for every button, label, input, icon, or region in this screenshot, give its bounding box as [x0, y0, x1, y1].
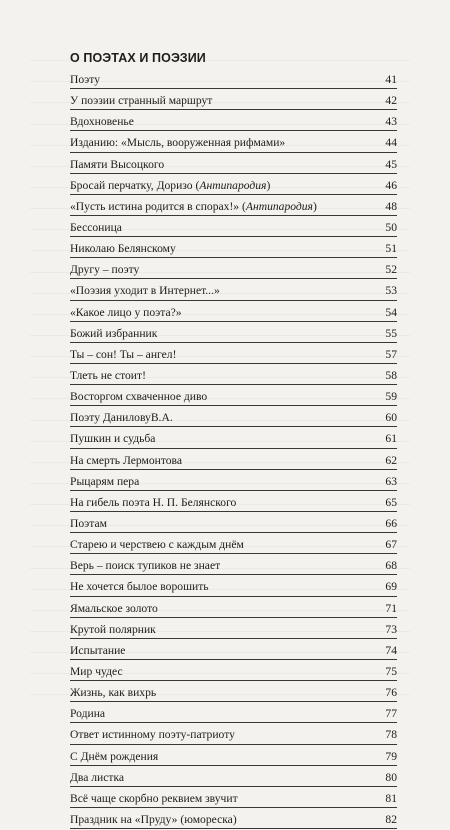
toc-entry-title-text: С Днём рождения [70, 749, 159, 763]
toc-entry-page-number: 81 [385, 791, 397, 805]
toc-entry-page-number: 76 [385, 686, 397, 700]
toc-entry-title-text: На гибель поэта Н. П. Белянского [70, 495, 237, 509]
toc-entry-page-number: 44 [385, 136, 397, 150]
toc-entry-title [70, 302, 182, 323]
toc-entry-title [70, 576, 209, 597]
toc-entry-title-text: Старею и черствею с каждым днём [70, 538, 244, 552]
toc-entry-title-text: Изданию: «Мысль, вооруженная рифмами» [70, 136, 286, 150]
toc-entry-title [70, 196, 317, 217]
toc-entry [70, 216, 397, 237]
toc-entry [70, 491, 397, 512]
toc-entry-title [70, 746, 158, 767]
toc-entry-title [70, 534, 244, 555]
toc-entry [70, 406, 397, 427]
toc-entry-page-number: 77 [385, 707, 397, 721]
toc-entry-title-text: Два листка [70, 770, 125, 784]
toc-entry-page-number: 69 [385, 580, 397, 594]
toc-entry-title-text: Поэтам [70, 516, 107, 530]
table-of-contents [70, 68, 397, 829]
toc-entry-title-text: Праздник на «Пруду» (юмореска) [70, 812, 237, 826]
toc-entry-title [70, 90, 212, 111]
toc-entry [70, 385, 397, 406]
toc-entry [70, 427, 397, 448]
toc-entry-title-text: Испытание [70, 643, 126, 657]
toc-entry-title-text: «Какое лицо у поэта?» [70, 305, 182, 319]
toc-entry-title [70, 492, 236, 513]
toc-entry-page-number: 48 [385, 199, 397, 213]
toc-entry-title [70, 407, 173, 428]
toc-entry [70, 174, 397, 195]
toc-entry-title-text: Всё чаще скорбно реквием звучит [70, 791, 238, 805]
toc-entry-page-number: 80 [385, 770, 397, 784]
toc-entry-title [70, 154, 164, 175]
toc-entry-page-number: 43 [385, 115, 397, 129]
toc-entry-title [70, 682, 156, 703]
toc-entry [70, 787, 397, 808]
toc-entry-title [70, 280, 220, 301]
toc-entry-page-number: 63 [385, 474, 397, 488]
toc-entry [70, 512, 397, 533]
toc-entry-title [70, 365, 146, 386]
toc-entry [70, 258, 397, 279]
toc-entry [70, 533, 397, 554]
toc-entry-title-text: «Поэзия уходит в Интернет...» [70, 284, 220, 298]
toc-entry-title [70, 598, 158, 619]
toc-entry [70, 681, 397, 702]
toc-entry-title [70, 428, 155, 449]
toc-entry-title-suffix: ) [266, 178, 271, 192]
toc-entry-page-number: 45 [385, 157, 397, 171]
toc-entry-page-number: 79 [385, 749, 397, 763]
toc-entry-page-number: 50 [385, 220, 397, 234]
toc-entry-page-number: 46 [385, 178, 397, 192]
toc-entry-title [70, 111, 134, 132]
toc-entry-page-number: 55 [385, 326, 397, 340]
toc-entry-title-text: Другу – поэту [70, 263, 140, 277]
toc-entry-genre: Антипародия [199, 178, 267, 192]
toc-entry-page-number: 51 [385, 242, 397, 256]
toc-entry-title-text: На смерть Лермонтова [70, 453, 183, 467]
toc-entry-title-suffix: ) [312, 199, 317, 213]
toc-entry-page-number: 60 [385, 411, 397, 425]
toc-entry-page-number: 62 [385, 453, 397, 467]
toc-entry [70, 723, 397, 744]
toc-entry-title-text: Жизнь, как вихрь [70, 686, 157, 700]
toc-entry-title-text: Поэту [70, 73, 100, 86]
toc-entry-title-text: У поэзии странный маршрут [70, 94, 213, 108]
toc-entry-title-text: Вдохновенье [70, 115, 134, 129]
toc-entry-page-number: 41 [385, 73, 397, 86]
toc-entry-title [70, 703, 105, 724]
toc-entry-title-text: «Пусть истина родится в спорах!» ( [70, 199, 246, 213]
toc-entry-page-number: 52 [385, 263, 397, 277]
toc-entry-page-number: 42 [385, 94, 397, 108]
toc-entry-page-number: 82 [385, 812, 397, 826]
toc-entry [70, 808, 397, 829]
toc-entry-title-text: Николаю Белянскому [70, 242, 176, 256]
toc-entry [70, 301, 397, 322]
toc-entry-title-text: Ответ истинному поэту-патриоту [70, 728, 235, 742]
toc-entry-page-number: 59 [385, 390, 397, 404]
toc-entry-title-text: Мир чудес [70, 664, 123, 678]
toc-entry-page-number: 74 [385, 643, 397, 657]
toc-entry-title [70, 555, 220, 576]
toc-entry-title-text: Не хочется былое ворошить [70, 580, 209, 594]
toc-entry [70, 110, 397, 131]
toc-entry [70, 153, 397, 174]
toc-entry [70, 639, 397, 660]
toc-entry-page-number: 78 [385, 728, 397, 742]
toc-entry [70, 195, 397, 216]
toc-entry-title [70, 175, 270, 196]
toc-entry [70, 343, 397, 364]
toc-entry-page-number: 65 [385, 495, 397, 509]
toc-entry-title [70, 513, 107, 534]
toc-entry-page-number: 67 [385, 538, 397, 552]
toc-entry-title [70, 217, 122, 238]
toc-entry-title-text: Бросай перчатку, Доризо ( [70, 178, 200, 192]
toc-entry-title [70, 386, 207, 407]
toc-entry [70, 597, 397, 618]
toc-entry-title-text: Верь – поиск тупиков не знает [70, 559, 221, 573]
toc-entry-title-text: Ты – сон! Ты – ангел! [70, 347, 177, 361]
toc-entry-page-number: 54 [385, 305, 397, 319]
toc-entry-title-text: Пушкин и судьба [70, 432, 156, 446]
toc-entry [70, 554, 397, 575]
toc-entry-title [70, 788, 238, 809]
toc-entry-title-text: Рыцарям пера [70, 474, 140, 488]
toc-entry [70, 68, 397, 89]
toc-entry-page-number: 53 [385, 284, 397, 298]
toc-entry-title-text: Поэту ДаниловуВ.А. [70, 411, 173, 425]
toc-entry-page-number: 61 [385, 432, 397, 446]
toc-entry-title [70, 344, 176, 365]
toc-entry [70, 364, 397, 385]
toc-entry [70, 745, 397, 766]
toc-entry-title-text: Восторгом схваченное диво [70, 390, 208, 404]
toc-entry-page-number: 58 [385, 368, 397, 382]
toc-entry [70, 470, 397, 491]
toc-entry-title-text: Ямальское золото [70, 601, 158, 615]
toc-entry-title [70, 809, 237, 830]
toc-entry-genre: Антипародия [245, 199, 313, 213]
toc-entry-title-text: Тлеть не стоит! [70, 368, 146, 382]
toc-entry-title [70, 619, 156, 640]
toc-entry-title [70, 450, 182, 471]
toc-entry-title [70, 132, 285, 153]
toc-entry [70, 766, 397, 787]
toc-entry-page-number: 75 [385, 664, 397, 678]
toc-entry-title-text: Бессоница [70, 220, 122, 234]
toc-entry [70, 575, 397, 596]
toc-entry-page-number: 66 [385, 516, 397, 530]
toc-entry-page-number: 57 [385, 347, 397, 361]
toc-entry-title [70, 661, 123, 682]
toc-entry-title [70, 640, 125, 661]
toc-entry [70, 660, 397, 681]
toc-entry [70, 618, 397, 639]
toc-entry-page-number: 73 [385, 622, 397, 636]
toc-entry [70, 131, 397, 152]
toc-entry [70, 237, 397, 258]
toc-entry [70, 279, 397, 300]
toc-entry-title [70, 724, 235, 745]
toc-entry [70, 322, 397, 343]
toc-entry-title [70, 323, 157, 344]
toc-entry-page-number: 71 [385, 601, 397, 615]
toc-entry-title-text: Крутой полярник [70, 622, 156, 636]
toc-entry-title [70, 238, 176, 259]
toc-entry-page-number: 68 [385, 559, 397, 573]
toc-entry-title [70, 259, 139, 280]
toc-entry [70, 89, 397, 110]
toc-entry [70, 702, 397, 723]
toc-entry-title [70, 69, 100, 90]
toc-entry-title-text: Памяти Высоцкого [70, 157, 165, 171]
section-title: О ПОЭТАХ И ПОЭЗИИ [70, 51, 206, 65]
toc-entry-title-text: Божий избранник [70, 326, 158, 340]
toc-entry-title [70, 767, 124, 788]
toc-entry [70, 449, 397, 470]
toc-entry-title [70, 471, 139, 492]
toc-entry-title-text: Родина [70, 707, 106, 721]
